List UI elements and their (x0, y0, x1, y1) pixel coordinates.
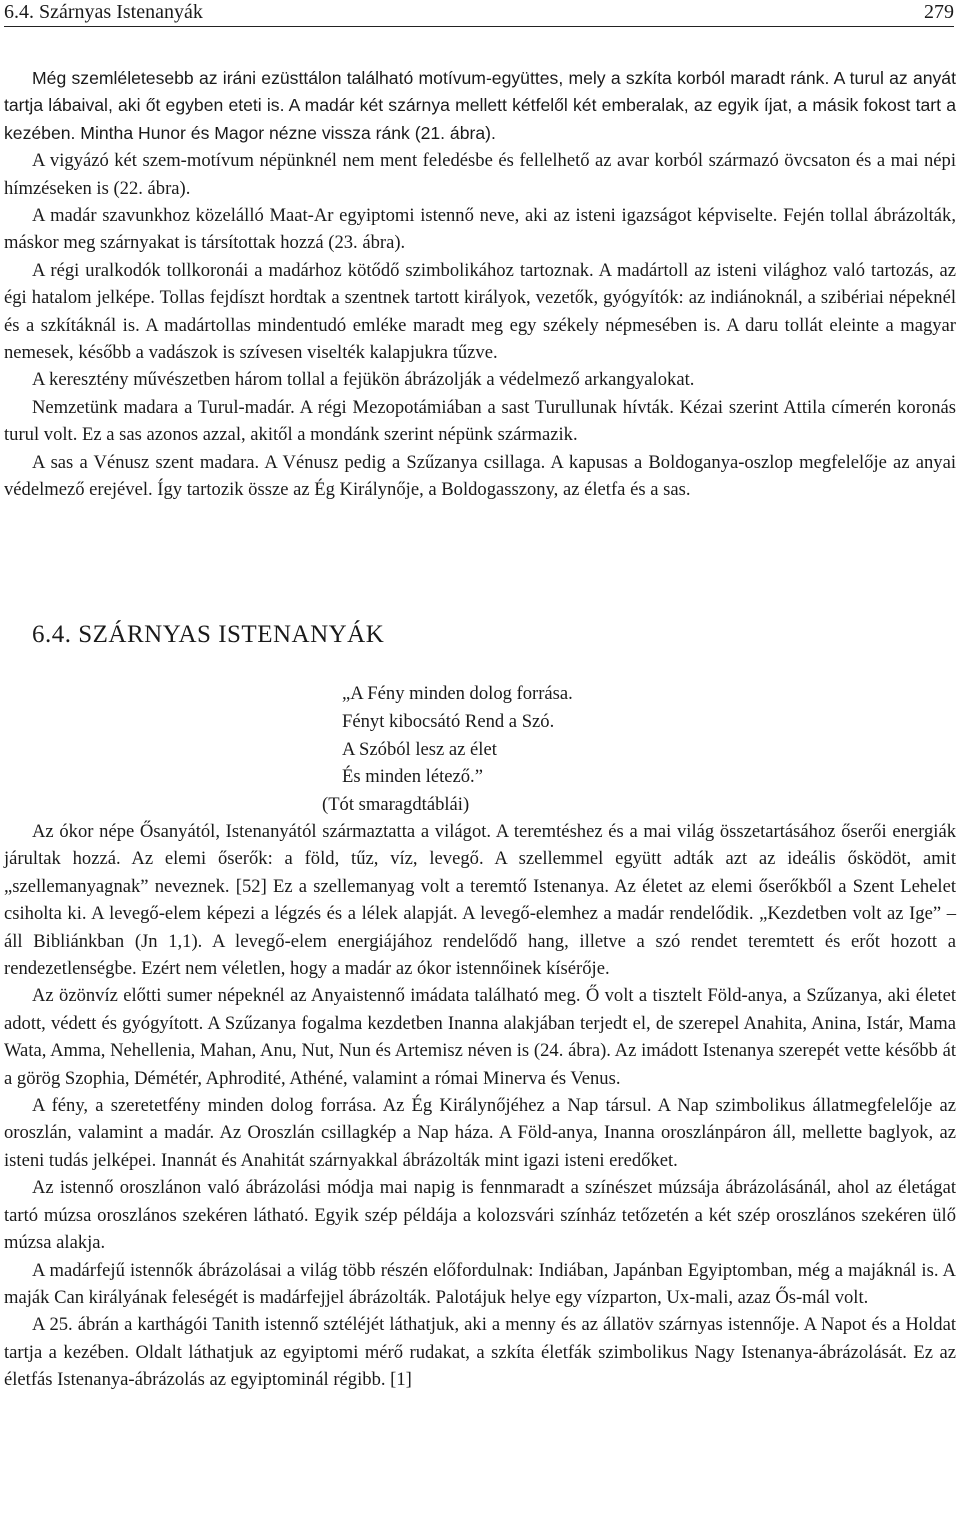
paragraph: Az özönvíz előtti sumer népeknél az Anyaistennő imádata található meg. Ő volt a tisztelt Föld-anya, a Szűzanya, aki életet adott, védett és gyógyított. A Szűzanya fogalma kezdetben Inanna alakjában terjedt el, de szerepel Anahita, Anina, Istár, Mama Wata, Amma, Nehellenia, Mahan, Anu, Nut, Nun és Artemisz néven is (24. ábra). Az imádott Istenanya szerepét vette később át a görög Szophia, Démétér, Aphrodité, Athéné, valamint a római Minerva és Venus. (4, 985, 956, 1089)
paragraph: A 25. ábrán a karthágói Tanith istennő sztéléjét láthatjuk, aki a menny és az állatöv szárnyas istennője. A Napot és a Holdat tartja a kezében. Oldalt láthatjuk az egyiptomi mérő rudakat, a szkíta életfák szimbolikus Nagy Istenanya-ábrázolását. Ez az életfás Istenanya-ábrázolás az egyiptominál régibb. [1] (4, 1314, 956, 1391)
intro-text-block (4, 65, 956, 504)
page-number: 279 (924, 1, 954, 23)
motto-poem (322, 680, 573, 819)
paragraph: A régi uralkodók tollkoronái a madárhoz kötődő szimbolikához tartoznak. A madártoll az isteni világhoz való tartozás, az égi hatalom jelképe. Tollas fejdíszt hordtak a szentnek tartott királyok, vezetők, gyógyítók: az indiánoknál, a szibériai népeknél és a szkítáknál is. A madártollas mindentudó emléke maradt meg egy székely népmesében is. A daru tollát eleinte a magyar nemesek, később a vadászok is szívesen viselték kalapjukra tűzve. (4, 259, 956, 364)
paragraph: Az ókor népe Ősanyától, Istenanyától származtatta a világot. A teremtéshez és a mai világ összetartásához őserői energiák járultak hozzá. Az elemi őserők: a föld, tűz, víz, levegő. A szellemmel együtt adták azt az ideális ősködöt, amit „szellemanyagnak” neveznek. [52] Ez a szellemanyag volt a teremtő Istenanya. Az életet az elemi őserőkből a Szent Lehelet csiholta ki. A levegő-elem képezi a légzés és a lélek alapját. A levegő-elemhez a madár rendelődik. „Kezdetben volt az Ige” – áll Bibliánkban (Jn 1,1). A levegő-elem energiájához rendelődő hang, illetve a szó rendet teremtett és erőt hozott a rendezetlenségbe. Ezért nem véletlen, hogy a madár az ókor istennőinek kísérője. (4, 821, 956, 980)
paragraph: A madár szavunkhoz közelálló Maat-Ar egyiptomi istennő neve, aki az isteni igazságot képviselte. Fején tollal ábrázolták, máskor meg szárnyakat is társítottak hozzá (23. ábra). (4, 205, 956, 254)
paragraph: A keresztény művészetben három tollal a fejükön ábrázolják a védelmező arkangyalokat. (32, 369, 695, 391)
poem-line: És minden létező.” (342, 766, 483, 788)
running-header (4, 0, 954, 27)
running-section-title: 6.4. Szárnyas Istenanyák (4, 1, 203, 23)
section-heading: 6.4. SZÁRNYAS ISTENANYÁK (32, 621, 385, 648)
paragraph: A vigyázó két szem-motívum népünknél nem ment feledésbe és fellelhető az avar korból származó övcsaton és a mai népi hímzéseken is (22. ábra). (4, 150, 956, 199)
paragraph: A fény, a szeretetfény minden dolog forrása. Az Ég Királynőjéhez a Nap társul. A Nap szimbolikus állatmegfelelője az oroszlán, valamint a madár. Az Oroszlán csillagkép a Nap háza. A Föld-anya, Inanna oroszlánpáron áll, mellette baglyok, az isteni tudás jelképei. Inannát és Anahitát szárnyakkal ábrázolták mint igazi isteni eredőket. (4, 1095, 956, 1171)
poem-source: (Tót smaragdtáblái) (322, 794, 470, 816)
poem-line: Fényt kibocsátó Rend a Szó. (342, 710, 555, 732)
paragraph: A madárfejű istennők ábrázolásai a világ több részén előfordulnak: Indiában, Japánban Egyiptomban, még a majáknál is. A maják Can királyának feleségét is madárfejjel ábrázolták. Palotájuk helye egy vízparton, Ux-mali, azaz Ős-mál volt. (4, 1259, 956, 1308)
paragraph: A sas a Vénusz szent madara. A Vénusz pedig a Szűzanya csillaga. A kapusas a Boldoganya-oszlop megfelelője az anyai védelmező erejével. Így tartozik össze az Ég Királynője, a Boldogasszony, az életfa és a sas. (4, 451, 956, 501)
poem-line: „A Fény minden dolog forrása. (342, 683, 573, 704)
paragraph: Az istennő oroszlánon való ábrázolási módja mai napig is fennmaradt a színészet múzsája ábrázolásánál, ahol az életágat tartó múzsa oroszlános szekéren látható. Egyik szép példája a kolozsvári színház tetőzetén a két szép oroszlános szekéren ülő múzsa alakja. (4, 1177, 956, 1254)
poem-line: A Szóból lesz az élet (342, 738, 497, 760)
body-text-block (4, 818, 956, 1394)
paragraph: Még szemléletesebb az iráni ezüsttálon található motívum-együttes, mely a szkíta korból maradt ránk. A turul az anyát tartja lábaival, aki őt egyben eteti is. A madár két szárnya mellett kétfelől két emberalak, az egyik íjat, a másik fokost tart a kezében. Mintha Hunor és Magor nézne vissza ránk (21. ábra). (4, 68, 956, 143)
paragraph: Nemzetünk madara a Turul-madár. A régi Mezopotámiában a sast Turullunak hívták. Kézai szerint Attila címerén koronás turul volt. Ez a sas azonos azzal, akitől a mondánk szerint népünk származik. (4, 396, 956, 446)
